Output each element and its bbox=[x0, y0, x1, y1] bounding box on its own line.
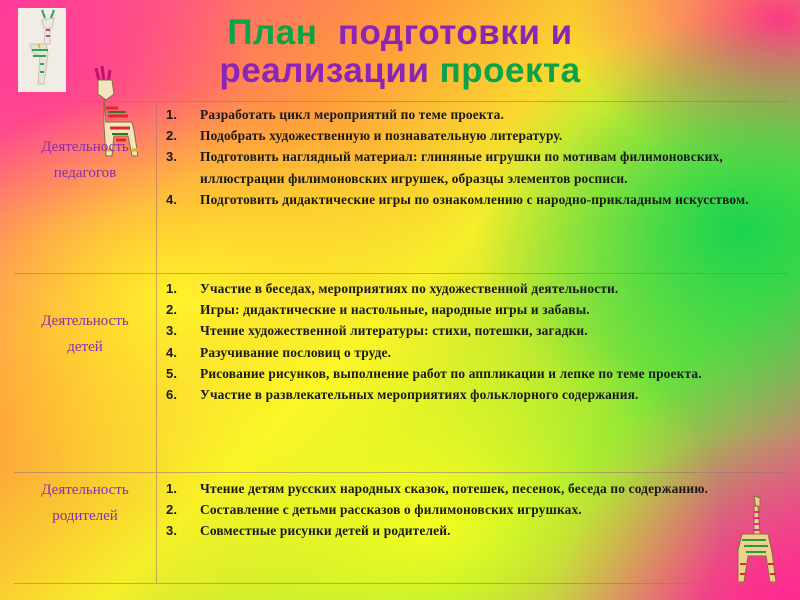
row-label-cell bbox=[14, 473, 157, 583]
row-label-line1: Деятельность bbox=[41, 313, 129, 329]
list-item bbox=[164, 125, 774, 146]
row-label-line1: Деятельность bbox=[41, 482, 129, 498]
item-text: Игры: дидактические и настольные, народные игры и забавы. bbox=[200, 302, 590, 318]
item-text: Участие в беседах, мероприятиях по художественной деятельности. bbox=[200, 281, 619, 296]
row-parents bbox=[14, 473, 788, 583]
item-number: 2. bbox=[166, 502, 178, 518]
item-number: 3. bbox=[166, 149, 178, 165]
item-number: 6. bbox=[166, 387, 178, 403]
list-item bbox=[164, 363, 774, 384]
row-label-line1: Деятельность bbox=[41, 139, 129, 155]
row-label-cell bbox=[14, 102, 157, 273]
title-word-project: проекта bbox=[439, 51, 581, 90]
list-item bbox=[164, 278, 774, 299]
list-item bbox=[164, 499, 734, 520]
row-label-line2: родителей bbox=[52, 508, 118, 524]
item-number: 1. bbox=[166, 107, 178, 122]
row-teachers bbox=[14, 102, 788, 274]
row-children bbox=[14, 274, 788, 473]
item-text: Чтение детям русских народных сказок, потешек, песенок, беседа по содержанию. bbox=[200, 481, 709, 496]
item-text: Участие в развлекательных мероприятиях фольклорного содержания. bbox=[200, 387, 639, 403]
row-label bbox=[14, 134, 156, 186]
parents-list bbox=[164, 478, 734, 542]
row-label-cell bbox=[14, 274, 157, 472]
row-label bbox=[14, 477, 156, 529]
children-list bbox=[164, 278, 774, 405]
list-item bbox=[164, 299, 774, 320]
item-number: 3. bbox=[166, 323, 178, 339]
list-item bbox=[164, 384, 774, 405]
item-number: 4. bbox=[166, 191, 178, 207]
list-item bbox=[164, 146, 774, 188]
item-text: Составление с детьми рассказов о филимоновских игрушках. bbox=[200, 502, 582, 518]
filimonovo-deer-toy-icon bbox=[18, 8, 66, 92]
title-word-realization: реализации bbox=[219, 51, 430, 90]
row-label-line2: педагогов bbox=[53, 165, 117, 181]
item-text: Подготовить дидактические игры по ознакомлению с народно-прикладным искусством. bbox=[200, 191, 749, 207]
item-number: 1. bbox=[166, 481, 178, 496]
item-text: Разработать цикл мероприятий по теме проекта. bbox=[200, 107, 504, 122]
item-text: Совместные рисунки детей и родителей. bbox=[200, 523, 451, 539]
row-label-line2: детей bbox=[67, 339, 103, 355]
list-item bbox=[164, 189, 774, 210]
item-text: Чтение художественной литературы: стихи, потешки, загадки. bbox=[200, 323, 588, 339]
list-item bbox=[164, 478, 734, 499]
item-text: Подобрать художественную и познавательную литературу. bbox=[200, 128, 563, 144]
item-number: 2. bbox=[166, 302, 178, 318]
list-item bbox=[164, 520, 734, 541]
item-number: 4. bbox=[166, 344, 178, 360]
item-number: 1. bbox=[166, 281, 178, 296]
title-word-preparation: подготовки и bbox=[337, 13, 573, 52]
item-number: 2. bbox=[166, 128, 178, 144]
item-number: 3. bbox=[166, 523, 178, 539]
item-number: 5. bbox=[166, 365, 178, 381]
slide-title bbox=[160, 14, 640, 90]
title-word-plan: План bbox=[227, 13, 318, 52]
item-text: Разучивание пословиц о труде. bbox=[200, 344, 392, 360]
teachers-list bbox=[164, 104, 774, 210]
list-item bbox=[164, 104, 774, 125]
plan-table bbox=[14, 101, 788, 584]
title-line-2 bbox=[160, 52, 640, 90]
list-item bbox=[164, 342, 774, 363]
row-label bbox=[14, 308, 156, 360]
list-item bbox=[164, 320, 774, 341]
item-text: Подготовить наглядный материал: глиняные игрушки по мотивам филимоновских, иллюстрации филимоновских игрушек, образцы элементов росписи. bbox=[200, 149, 723, 186]
item-text: Рисование рисунков, выполнение работ по аппликации и лепке по теме проекта. bbox=[200, 365, 702, 381]
title-line-1 bbox=[160, 14, 640, 52]
